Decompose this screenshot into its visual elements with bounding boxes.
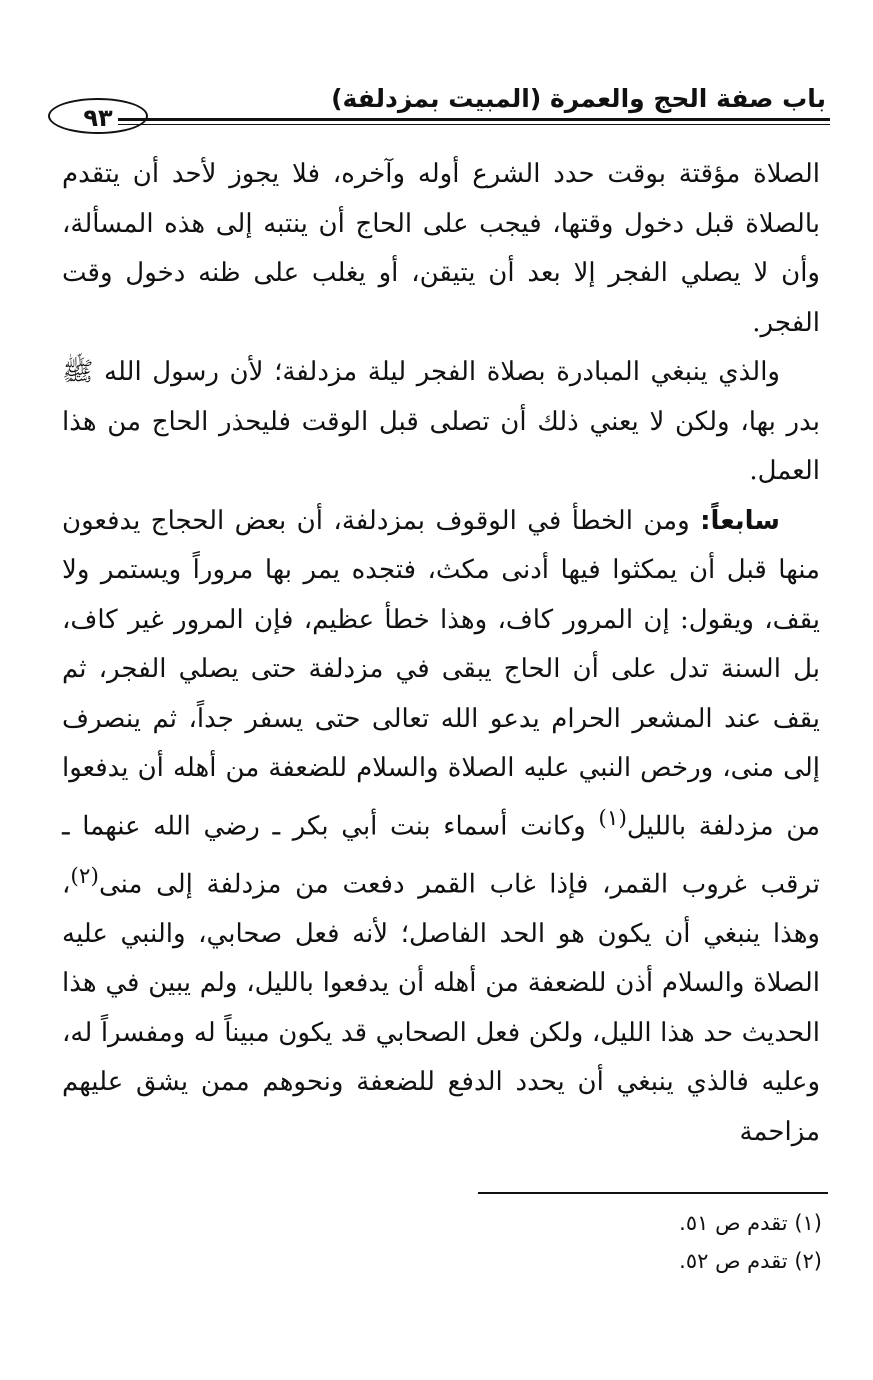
paragraph-lead-word: سابعاً: [700, 505, 780, 536]
body-text [62, 150, 820, 1157]
paragraph: الصلاة مؤقتة بوقت حدد الشرع أوله وآخره، فلا يجوز لأحد أن يتقدم بالصلاة قبل دخول وقتها، فيجب على الحاج أن ينتبه إلى هذه المسألة، وأن لا يصلي الفجر إلا بعد أن يتيقن، أو يغلب على ظنه دخول وقت الفجر. [62, 159, 820, 338]
footnote-marker: (٢) [70, 863, 99, 889]
running-title: باب صفة الحج والعمرة (المبيت بمزدلفة) [331, 84, 826, 113]
page-number: ٩٣ [48, 98, 148, 134]
paragraph-text: وكانت أسماء بنت أبي بكر ـ رضي الله عنهما ـ ترقب غروب القمر، فإذا غاب القمر دفعت من مزدلفة إلى منى [62, 811, 820, 900]
footnote: (٢) تقدم ص ٥٢. [679, 1249, 822, 1273]
paragraph [62, 497, 820, 1158]
page-header [48, 82, 830, 142]
header-rule-thin [118, 124, 830, 125]
paragraph: والذي ينبغي المبادرة بصلاة الفجر ليلة مزدلفة؛ لأن رسول الله ﷺ بدر بها، ولكن لا يعني ذلك أن تصلى قبل الوقت فليحذر الحاج من هذا العمل. [62, 357, 820, 486]
footnote-marker: (١) [598, 805, 627, 831]
footnote: (١) تقدم ص ٥١. [679, 1211, 822, 1235]
paragraph-text: ومن الخطأ في الوقوف بمزدلفة، أن بعض الحجاج يدفعون منها قبل أن يمكثوا فيها أدنى مكث، فتجده يمر بها مروراً ويستمر ولا يقف، ويقول: إن المرور كاف، وهذا خطأ عظيم، فإن المرور غير كاف، بل السنة تدل على أن الحاج يبقى في مزدلفة حتى يصلي الفجر، ثم يقف عند المشعر الحرام يدعو الله تعالى حتى يسفر جداً، ثم ينصرف إلى منى، ورخص النبي عليه الصلاة والسلام للضعفة من أهله أن يدفعوا من مزدلفة بالليل [62, 505, 820, 842]
paragraph-text: ، وهذا ينبغي أن يكون هو الحد الفاصل؛ لأنه فعل صحابي، والنبي عليه الصلاة والسلام أذن للضعفة من أهله أن يدفعوا بالليل، ولم يبين في هذا الحديث حد هذا الليل، ولكن فعل الصحابي قد يكون مبيناً له ومفسراً له، وعليه فالذي ينبغي أن يحدد الدفع للضعفة ونحوهم ممن يشق عليهم مزاحمة [62, 869, 820, 1147]
footnotes [62, 1204, 822, 1280]
footnote-separator [478, 1192, 828, 1194]
header-rule [118, 118, 830, 121]
